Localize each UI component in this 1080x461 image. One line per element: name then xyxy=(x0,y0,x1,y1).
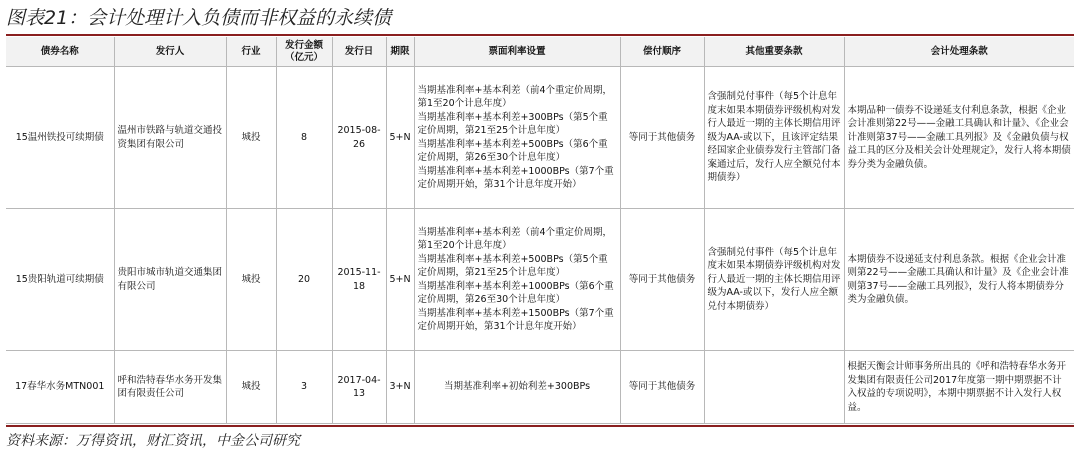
header-issue-date: 发行日 xyxy=(332,37,386,67)
issuer-cell: 呼和浩特春华水务开发集团有限责任公司 xyxy=(114,351,226,424)
accounting-cell: 根据天衡会计师事务所出具的《呼和浩特春华水务开发集团有限责任公司2017年度第一期中期票据不计入权益的专项说明》，本期中期票据不计入发行人权益。 xyxy=(844,351,1074,424)
term-cell: 3+N xyxy=(386,351,414,424)
table-row xyxy=(6,67,1074,209)
other-terms-cell xyxy=(704,351,844,424)
bottom-rule xyxy=(6,425,1074,427)
table-row xyxy=(6,209,1074,351)
issue-date-cell: 2015-11-18 xyxy=(332,209,386,351)
industry-cell: 城投 xyxy=(226,209,276,351)
coupon-cell: 当期基准利率+初始利差+300BPs xyxy=(414,351,620,424)
coupon-cell: 当期基准利率+基本利差（前4个重定价周期，第1至20个计息年度） 当期基准利率+基本利差+500BPs（第5个重定价周期，第21至25个计息年度） 当期基准利率+基本利差+1000BPs（第6个重定价周期，第26至30个计息年度） 当期基准利率+基本利差+1500BPs（第7个重定价周期开始，第31个计息年度开始） xyxy=(414,209,620,351)
term-cell: 5+N xyxy=(386,67,414,209)
table-row xyxy=(6,351,1074,424)
other-terms-cell: 含强制兑付事件（每5个计息年度末如果本期债券评级机构对发行人最近一期的主体长期信用评级为AA-或以下，且该评定结果经国家企业债券发行主管部门备案通过后，发行人应全额兑付本期债券） xyxy=(704,67,844,209)
header-row xyxy=(6,37,1074,67)
perpetual-bond-table xyxy=(6,37,1074,424)
source-note: 资料来源：万得资讯，财汇资讯，中金公司研究 xyxy=(6,433,300,449)
issuer-cell: 贵阳市城市轨道交通集团有限公司 xyxy=(114,209,226,351)
priority-cell: 等同于其他债务 xyxy=(620,351,704,424)
industry-cell: 城投 xyxy=(226,67,276,209)
header-bond-name: 债券名称 xyxy=(6,37,114,67)
issue-date-cell: 2017-04-13 xyxy=(332,351,386,424)
header-coupon: 票面利率设置 xyxy=(414,37,620,67)
accounting-cell: 本期品种一债券不设递延支付利息条款，根据《企业会计准则第22号——金融工具确认和计量》、《企业会计准则第37号——金融工具列报》及《金融负债与权益工具的区分及相关会计处理规定》，发行人将本期债券分类为金融负债。 xyxy=(844,67,1074,209)
other-terms-cell: 含强制兑付事件（每5个计息年度末如果本期债券评级机构对发行人最近一期的主体长期信用评级为AA-或以下，发行人应全额兑付本期债券） xyxy=(704,209,844,351)
issuer-cell: 温州市铁路与轨道交通投资集团有限公司 xyxy=(114,67,226,209)
bond-name-cell: 15贵阳轨道可续期债 xyxy=(6,209,114,351)
term-cell: 5+N xyxy=(386,209,414,351)
bond-name-cell: 17春华水务MTN001 xyxy=(6,351,114,424)
top-rule xyxy=(6,34,1074,36)
priority-cell: 等同于其他债务 xyxy=(620,67,704,209)
header-term: 期限 xyxy=(386,37,414,67)
bond-name-cell: 15温州铁投可续期债 xyxy=(6,67,114,209)
industry-cell: 城投 xyxy=(226,351,276,424)
header-issuer: 发行人 xyxy=(114,37,226,67)
header-industry: 行业 xyxy=(226,37,276,67)
header-amount: 发行金额 （亿元） xyxy=(276,37,332,67)
amount-cell: 8 xyxy=(276,67,332,209)
figure-title: 图表21：会计处理计入负债而非权益的永续债 xyxy=(6,7,392,29)
issue-date-cell: 2015-08-26 xyxy=(332,67,386,209)
priority-cell: 等同于其他债务 xyxy=(620,209,704,351)
header-priority: 偿付顺序 xyxy=(620,37,704,67)
coupon-cell: 当期基准利率+基本利差（前4个重定价周期，第1至20个计息年度） 当期基准利率+基本利差+300BPs（第5个重定价周期，第21至25个计息年度） 当期基准利率+基本利差+500BPs（第6个重定价周期，第26至30个计息年度） 当期基准利率+基本利差+1000BPs（第7个重定价周期开始，第31个计息年度开始） xyxy=(414,67,620,209)
amount-cell: 3 xyxy=(276,351,332,424)
header-other-terms: 其他重要条款 xyxy=(704,37,844,67)
header-accounting: 会计处理条款 xyxy=(844,37,1074,67)
amount-cell: 20 xyxy=(276,209,332,351)
accounting-cell: 本期债券不设递延支付利息条款。根据《企业会计准则第22号——金融工具确认和计量》及《企业会计准则第37号——金融工具列报》，发行人将本期债券分类为金融负债。 xyxy=(844,209,1074,351)
